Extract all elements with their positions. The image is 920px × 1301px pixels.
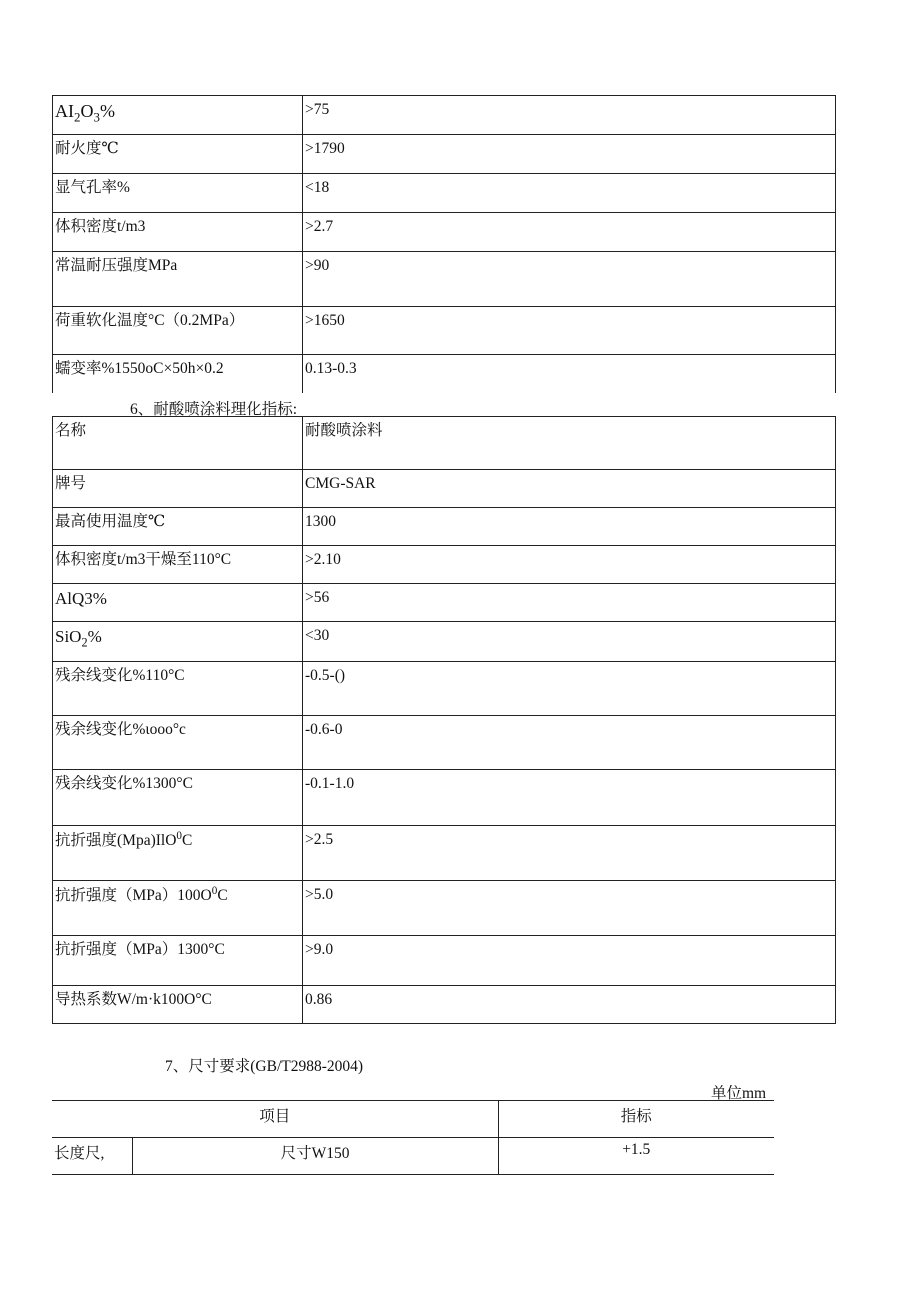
table-row [53,355,836,393]
table-row [53,307,836,355]
property-name: 残余线变化%ιooo°c [53,716,303,770]
property-name: 荷重软化温度°C（0.2MPa） [53,307,303,355]
property-value: >1650 [303,307,836,355]
property-value: 0.13-0.3 [303,355,836,393]
property-value: >56 [303,584,836,622]
section-6-title: 6、耐酸喷涂料理化指标: [130,401,298,418]
property-name: 蠕变率%1550oC×50h×0.2 [53,355,303,393]
property-value: 耐酸喷涂料 [303,417,836,470]
row-spec: +1.5 [498,1138,774,1175]
unit-label: 单位mm [711,1085,767,1102]
property-value: >1790 [303,135,836,174]
properties-table-2 [52,416,836,1024]
table-row [53,546,836,584]
property-name: 最高使用温度℃ [53,508,303,546]
property-value: CMG-SAR [303,470,836,508]
table-row [53,716,836,770]
property-value: >2.7 [303,213,836,252]
dimension-table [52,1100,774,1175]
property-name: 常温耐压强度MPa [53,252,303,307]
table-row [53,135,836,174]
property-value: 0.86 [303,986,836,1024]
property-value: >2.10 [303,546,836,584]
table-row [53,417,836,470]
property-name: $AI_2O_3\%$ [53,96,303,135]
property-value: 1300 [303,508,836,546]
property-value: >90 [303,252,836,307]
table-row [53,174,836,213]
row-category: 长度尺, [52,1138,132,1175]
property-value: >9.0 [303,936,836,986]
property-name: 抗折强度（MPa）1300°C [53,936,303,986]
table-header-row [52,1101,774,1138]
table-row [53,213,836,252]
property-name: 抗折强度$(MPa)100O^0C$ [53,881,303,936]
table-row [53,584,836,622]
property-value: >75 [303,96,836,135]
table-row [53,470,836,508]
table-row [53,936,836,986]
property-name: 残余线变化%1300°C [53,770,303,826]
property-name: 耐火度℃ [53,135,303,174]
table-row [52,1138,774,1175]
property-name: 体积密度t/m3干燥至110°C [53,546,303,584]
table-row [53,986,836,1024]
properties-table-1 [52,95,836,393]
table-row [53,508,836,546]
table-row [53,622,836,662]
section-7-title: 7、尺寸要求(GB/T2988-2004) [165,1058,364,1075]
property-value: -0.1-1.0 [303,770,836,826]
property-name: 名称 [53,417,303,470]
property-name: AlQ3% [53,584,303,622]
table-row [53,770,836,826]
table-row [53,662,836,716]
property-name: 残余线变化%110°C [53,662,303,716]
property-name: 牌号 [53,470,303,508]
property-value: <18 [303,174,836,213]
property-value: >2.5 [303,826,836,881]
property-value: <30 [303,622,836,662]
property-value: >5.0 [303,881,836,936]
property-name: 显气孔率% [53,174,303,213]
header-spec: 指标 [498,1101,774,1138]
row-item: 尺寸W150 [132,1138,498,1175]
table-row [53,826,836,881]
property-name: 抗折强度(Mpa)IlO$^0$C [53,826,303,881]
property-name: SiO$_2$% [53,622,303,662]
table-row [53,96,836,135]
property-value: -0.6-0 [303,716,836,770]
property-name: 体积密度t/m3 [53,213,303,252]
property-value: -0.5-() [303,662,836,716]
table-row [53,881,836,936]
table-row [53,252,836,307]
header-item: 项目 [52,1101,498,1138]
property-name: 导热系数W/m·k100O°C [53,986,303,1024]
